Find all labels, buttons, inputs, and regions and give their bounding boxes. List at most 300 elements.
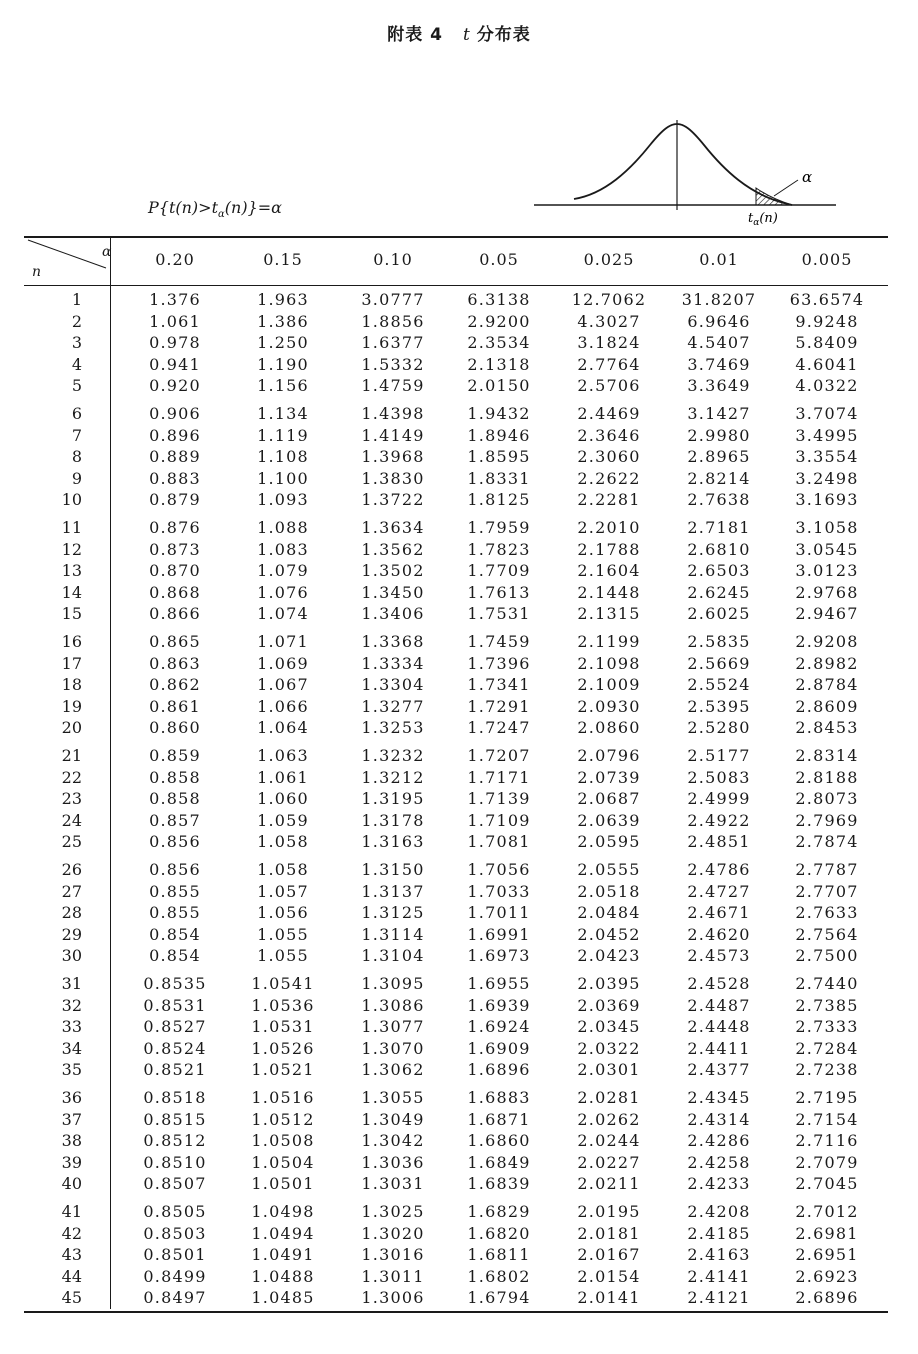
t-alpha-label: $t_\alpha(n)$ — [748, 211, 778, 228]
value-cell: 2.5280 — [687, 718, 751, 738]
value-cell: 2.1788 — [577, 539, 641, 559]
table-bottom-rule — [24, 1311, 888, 1313]
value-cell: 1.3304 — [361, 675, 425, 695]
table-top-rule — [24, 236, 888, 238]
row-n-cell: 24 — [61, 810, 82, 830]
value-cell: 1.7171 — [467, 767, 531, 787]
value-cell: 3.2498 — [795, 468, 859, 488]
value-cell: 2.5083 — [687, 767, 751, 787]
value-cell: 0.8505 — [143, 1202, 207, 1221]
value-cell: 2.0860 — [577, 718, 641, 738]
row-n-cell: 17 — [61, 653, 82, 673]
value-cell: 0.868 — [149, 582, 201, 602]
row-n-cell: 38 — [61, 1131, 82, 1151]
value-cell: 2.5177 — [687, 746, 751, 765]
table-row — [24, 789, 888, 810]
value-cell: 2.4286 — [687, 1131, 751, 1151]
formula-n: (n) — [224, 198, 248, 217]
value-cell: 2.8609 — [795, 696, 859, 716]
formula-alpha-sub: α — [218, 209, 225, 221]
value-cell: 1.7011 — [467, 903, 531, 923]
value-cell: 1.6820 — [467, 1223, 531, 1243]
value-cell: 4.3027 — [577, 311, 641, 331]
value-cell: 0.883 — [149, 468, 201, 488]
value-cell: 2.2622 — [577, 468, 641, 488]
table-row — [24, 768, 888, 789]
table-row — [24, 1131, 888, 1152]
alpha-header-cell: 0.01 — [699, 250, 739, 269]
value-cell: 2.7284 — [795, 1038, 859, 1058]
value-cell: 2.3646 — [577, 425, 641, 445]
value-cell: 3.7469 — [687, 354, 751, 374]
value-cell: 1.3334 — [361, 653, 425, 673]
value-cell: 2.4999 — [687, 789, 751, 809]
value-cell: 2.0423 — [577, 946, 641, 966]
value-cell: 2.0301 — [577, 1060, 641, 1080]
value-cell: 2.0369 — [577, 995, 641, 1015]
value-cell: 3.0545 — [795, 539, 859, 559]
value-cell: 2.0484 — [577, 903, 641, 923]
value-cell: 1.3722 — [361, 490, 425, 510]
value-cell: 0.978 — [149, 333, 201, 353]
t-distribution-curve-figure — [530, 110, 850, 230]
table-row — [24, 946, 888, 967]
table-row — [24, 540, 888, 561]
row-n-cell: 5 — [71, 376, 82, 396]
alpha-header-cell: 0.20 — [155, 250, 195, 269]
row-n-cell: 34 — [61, 1038, 82, 1058]
value-cell: 1.055 — [257, 924, 309, 944]
value-cell: 1.190 — [257, 354, 309, 374]
value-cell: 0.896 — [149, 425, 201, 445]
value-cell: 1.5332 — [361, 354, 425, 374]
table-row — [24, 333, 888, 354]
value-cell: 3.3649 — [687, 376, 751, 396]
value-cell: 1.4149 — [361, 425, 425, 445]
value-cell: 1.061 — [149, 311, 201, 331]
value-cell: 0.858 — [149, 767, 201, 787]
probability-formula — [148, 198, 282, 220]
value-cell: 0.8497 — [143, 1288, 207, 1308]
value-cell: 6.3138 — [467, 290, 531, 309]
value-cell: 1.3634 — [361, 518, 425, 537]
value-cell: 2.6951 — [795, 1245, 859, 1265]
value-cell: 2.4233 — [687, 1174, 751, 1194]
value-cell: 1.058 — [257, 832, 309, 852]
value-cell: 2.4786 — [687, 860, 751, 879]
value-cell: 0.873 — [149, 539, 201, 559]
table-row — [24, 632, 888, 653]
table-row — [24, 882, 888, 903]
table-row — [24, 1174, 888, 1195]
title-prefix: 附表 4 — [387, 25, 443, 45]
value-cell: 1.3095 — [361, 974, 425, 993]
value-cell: 0.856 — [149, 832, 201, 852]
value-cell: 1.3016 — [361, 1245, 425, 1265]
value-cell: 1.063 — [257, 746, 309, 765]
value-cell: 1.3368 — [361, 632, 425, 651]
value-cell: 1.6811 — [467, 1245, 531, 1265]
row-n-cell: 8 — [71, 447, 82, 467]
value-cell: 2.2281 — [577, 490, 641, 510]
row-n-cell: 22 — [61, 767, 82, 787]
row-n-cell: 2 — [71, 311, 82, 331]
value-cell: 2.4573 — [687, 946, 751, 966]
value-cell: 2.7874 — [795, 832, 859, 852]
value-cell: 1.4759 — [361, 376, 425, 396]
value-cell: 0.854 — [149, 946, 201, 966]
value-cell: 1.058 — [257, 860, 309, 879]
value-cell: 2.8188 — [795, 767, 859, 787]
value-cell: 1.3006 — [361, 1288, 425, 1308]
value-cell: 1.0488 — [251, 1266, 315, 1286]
value-cell: 2.0181 — [577, 1223, 641, 1243]
value-cell: 1.8595 — [467, 447, 531, 467]
value-cell: 2.0244 — [577, 1131, 641, 1151]
value-cell: 2.1199 — [577, 632, 641, 651]
value-cell: 1.6860 — [467, 1131, 531, 1151]
row-n-cell: 6 — [71, 404, 82, 423]
table-row — [24, 1060, 888, 1081]
value-cell: 1.6871 — [467, 1109, 531, 1129]
value-cell: 3.0777 — [361, 290, 425, 309]
value-cell: 0.865 — [149, 632, 201, 651]
value-cell: 1.0508 — [251, 1131, 315, 1151]
row-n-cell: 14 — [61, 582, 82, 602]
value-cell: 63.6574 — [789, 290, 865, 309]
value-cell: 2.4345 — [687, 1088, 751, 1107]
row-n-cell: 23 — [61, 789, 82, 809]
row-n-cell: 25 — [61, 832, 82, 852]
alpha-header-cell: 0.15 — [263, 250, 303, 269]
table-row — [24, 604, 888, 625]
value-cell: 2.7764 — [577, 354, 641, 374]
value-cell: 1.3968 — [361, 447, 425, 467]
value-cell: 1.0521 — [251, 1060, 315, 1080]
value-cell: 3.3554 — [795, 447, 859, 467]
value-cell: 3.1058 — [795, 518, 859, 537]
value-cell: 0.8535 — [143, 974, 207, 993]
value-cell: 0.8512 — [143, 1131, 207, 1151]
value-cell: 2.7154 — [795, 1109, 859, 1129]
row-n-cell: 33 — [61, 1017, 82, 1037]
value-cell: 1.3562 — [361, 539, 425, 559]
value-cell: 2.0345 — [577, 1017, 641, 1037]
value-cell: 1.6955 — [467, 974, 531, 993]
value-cell: 1.6829 — [467, 1202, 531, 1221]
value-cell: 0.8521 — [143, 1060, 207, 1080]
value-cell: 1.6849 — [467, 1152, 531, 1172]
value-cell: 1.6802 — [467, 1266, 531, 1286]
value-cell: 3.1824 — [577, 333, 641, 353]
table-row — [24, 1202, 888, 1223]
value-cell: 0.876 — [149, 518, 201, 537]
table-row — [24, 675, 888, 696]
value-cell: 2.6025 — [687, 604, 751, 624]
value-cell: 2.1448 — [577, 582, 641, 602]
value-cell: 0.856 — [149, 860, 201, 879]
value-cell: 1.7959 — [467, 518, 531, 537]
value-cell: 1.3125 — [361, 903, 425, 923]
value-cell: 2.4411 — [687, 1038, 751, 1058]
value-cell: 1.7341 — [467, 675, 531, 695]
row-n-cell: 45 — [61, 1288, 82, 1308]
value-cell: 2.8982 — [795, 653, 859, 673]
row-n-cell: 11 — [61, 518, 82, 537]
table-row — [24, 290, 888, 311]
value-cell: 1.6883 — [467, 1088, 531, 1107]
value-cell: 2.7638 — [687, 490, 751, 510]
value-cell: 0.855 — [149, 903, 201, 923]
value-cell: 2.0639 — [577, 810, 641, 830]
value-cell: 2.4377 — [687, 1060, 751, 1080]
value-cell: 1.076 — [257, 582, 309, 602]
row-n-cell: 27 — [61, 881, 82, 901]
table-row — [24, 925, 888, 946]
value-cell: 1.0504 — [251, 1152, 315, 1172]
value-cell: 1.071 — [257, 632, 309, 651]
value-cell: 2.4528 — [687, 974, 751, 993]
value-cell: 2.2010 — [577, 518, 641, 537]
value-cell: 2.0555 — [577, 860, 641, 879]
row-n-cell: 35 — [61, 1060, 82, 1080]
value-cell: 2.7787 — [795, 860, 859, 879]
value-cell: 2.4185 — [687, 1223, 751, 1243]
value-cell: 1.057 — [257, 881, 309, 901]
value-cell: 0.8515 — [143, 1109, 207, 1129]
table-row — [24, 518, 888, 539]
value-cell: 2.4141 — [687, 1266, 751, 1286]
value-cell: 1.6973 — [467, 946, 531, 966]
value-cell: 2.7045 — [795, 1174, 859, 1194]
value-cell: 2.0227 — [577, 1152, 641, 1172]
value-cell: 1.108 — [257, 447, 309, 467]
value-cell: 2.7500 — [795, 946, 859, 966]
value-cell: 2.6503 — [687, 561, 751, 581]
formula-gt: > — [198, 198, 212, 217]
value-cell: 0.8510 — [143, 1152, 207, 1172]
value-cell: 2.0322 — [577, 1038, 641, 1058]
value-cell: 1.376 — [149, 290, 201, 309]
row-n-cell: 43 — [61, 1245, 82, 1265]
value-cell: 0.8507 — [143, 1174, 207, 1194]
value-cell: 1.3178 — [361, 810, 425, 830]
value-cell: 2.4851 — [687, 832, 751, 852]
value-cell: 2.1098 — [577, 653, 641, 673]
value-cell: 1.3195 — [361, 789, 425, 809]
table-row — [24, 355, 888, 376]
formula-p: P{ — [148, 198, 169, 217]
corner-n-label: n — [32, 264, 42, 280]
row-n-cell: 16 — [61, 632, 82, 651]
row-n-cell: 9 — [71, 468, 82, 488]
formula-tn: t(n) — [168, 198, 199, 217]
value-cell: 1.8331 — [467, 468, 531, 488]
value-cell: 2.8453 — [795, 718, 859, 738]
table-row — [24, 1088, 888, 1109]
row-n-cell: 42 — [61, 1223, 82, 1243]
value-cell: 1.6939 — [467, 995, 531, 1015]
value-cell: 2.7633 — [795, 903, 859, 923]
value-cell: 2.7079 — [795, 1152, 859, 1172]
value-cell: 2.3060 — [577, 447, 641, 467]
value-cell: 2.6810 — [687, 539, 751, 559]
formula-t: t — [211, 198, 219, 217]
value-cell: 1.088 — [257, 518, 309, 537]
table-row — [24, 1288, 888, 1309]
value-cell: 1.056 — [257, 903, 309, 923]
row-n-cell: 32 — [61, 995, 82, 1015]
row-n-cell: 41 — [61, 1202, 82, 1221]
value-cell: 1.6909 — [467, 1038, 531, 1058]
value-cell: 9.9248 — [795, 311, 859, 331]
value-cell: 2.6896 — [795, 1288, 859, 1308]
value-cell: 1.066 — [257, 696, 309, 716]
value-cell: 1.3502 — [361, 561, 425, 581]
value-cell: 0.8524 — [143, 1038, 207, 1058]
value-cell: 1.7247 — [467, 718, 531, 738]
value-cell: 1.0494 — [251, 1223, 315, 1243]
value-cell: 1.0541 — [251, 974, 315, 993]
value-cell: 1.3163 — [361, 832, 425, 852]
value-cell: 3.4995 — [795, 425, 859, 445]
value-cell: 2.3534 — [467, 333, 531, 353]
value-cell: 0.861 — [149, 696, 201, 716]
value-cell: 2.7195 — [795, 1088, 859, 1107]
table-row — [24, 376, 888, 397]
value-cell: 1.3232 — [361, 746, 425, 765]
value-cell: 2.4487 — [687, 995, 751, 1015]
value-cell: 2.0796 — [577, 746, 641, 765]
value-cell: 1.3137 — [361, 881, 425, 901]
value-cell: 2.4727 — [687, 881, 751, 901]
value-cell: 2.8965 — [687, 447, 751, 467]
page-title — [0, 20, 918, 45]
row-n-cell: 3 — [71, 333, 82, 353]
table-row — [24, 1039, 888, 1060]
value-cell: 12.7062 — [571, 290, 647, 309]
row-n-cell: 26 — [61, 860, 82, 879]
value-cell: 0.8499 — [143, 1266, 207, 1286]
value-cell: 1.3062 — [361, 1060, 425, 1080]
value-cell: 2.4314 — [687, 1109, 751, 1129]
value-cell: 0.866 — [149, 604, 201, 624]
value-cell: 2.6923 — [795, 1266, 859, 1286]
table-row — [24, 490, 888, 511]
row-n-cell: 19 — [61, 696, 82, 716]
value-cell: 2.4163 — [687, 1245, 751, 1265]
value-cell: 2.0262 — [577, 1109, 641, 1129]
value-cell: 1.7139 — [467, 789, 531, 809]
value-cell: 1.963 — [257, 290, 309, 309]
value-cell: 0.8527 — [143, 1017, 207, 1037]
value-cell: 0.920 — [149, 376, 201, 396]
value-cell: 1.0536 — [251, 995, 315, 1015]
value-cell: 0.862 — [149, 675, 201, 695]
value-cell: 2.0150 — [467, 376, 531, 396]
alpha-header-cell: 0.05 — [479, 250, 519, 269]
value-cell: 0.858 — [149, 789, 201, 809]
value-cell: 1.9432 — [467, 404, 531, 423]
value-cell: 0.8518 — [143, 1088, 207, 1107]
value-cell: 0.855 — [149, 881, 201, 901]
value-cell: 2.0687 — [577, 789, 641, 809]
value-cell: 2.0281 — [577, 1088, 641, 1107]
value-cell: 1.7109 — [467, 810, 531, 830]
value-cell: 1.3253 — [361, 718, 425, 738]
value-cell: 2.0395 — [577, 974, 641, 993]
value-cell: 1.7291 — [467, 696, 531, 716]
formula-close: }=α — [247, 198, 282, 217]
table-row — [24, 1153, 888, 1174]
row-n-cell: 30 — [61, 946, 82, 966]
table-row — [24, 860, 888, 881]
value-cell: 2.0930 — [577, 696, 641, 716]
value-cell: 2.4121 — [687, 1288, 751, 1308]
row-n-cell: 20 — [61, 718, 82, 738]
table-row — [24, 1245, 888, 1266]
alpha-header-cell: 0.025 — [583, 250, 635, 269]
value-cell: 1.3049 — [361, 1109, 425, 1129]
value-cell: 1.3036 — [361, 1152, 425, 1172]
table-row — [24, 561, 888, 582]
value-cell: 2.4620 — [687, 924, 751, 944]
value-cell: 2.4922 — [687, 810, 751, 830]
value-cell: 1.3406 — [361, 604, 425, 624]
table-row — [24, 469, 888, 490]
value-cell: 2.9200 — [467, 311, 531, 331]
value-cell: 1.3031 — [361, 1174, 425, 1194]
value-cell: 1.3011 — [361, 1266, 425, 1286]
value-cell: 1.119 — [257, 425, 309, 445]
row-n-cell: 29 — [61, 924, 82, 944]
value-cell: 0.870 — [149, 561, 201, 581]
value-cell: 0.889 — [149, 447, 201, 467]
table-row — [24, 996, 888, 1017]
value-cell: 2.0452 — [577, 924, 641, 944]
value-cell: 2.0154 — [577, 1266, 641, 1286]
value-cell: 1.6794 — [467, 1288, 531, 1308]
table-row — [24, 426, 888, 447]
value-cell: 2.5669 — [687, 653, 751, 673]
value-cell: 1.8125 — [467, 490, 531, 510]
tail-area — [756, 188, 792, 205]
value-cell: 4.6041 — [795, 354, 859, 374]
value-cell: 1.7081 — [467, 832, 531, 852]
value-cell: 1.7531 — [467, 604, 531, 624]
value-cell: 2.8314 — [795, 746, 859, 765]
value-cell: 1.064 — [257, 718, 309, 738]
value-cell: 1.3830 — [361, 468, 425, 488]
value-cell: 1.7056 — [467, 860, 531, 879]
row-n-cell: 21 — [61, 746, 82, 765]
value-cell: 0.860 — [149, 718, 201, 738]
value-cell: 2.7181 — [687, 518, 751, 537]
table-row — [24, 583, 888, 604]
value-cell: 1.3104 — [361, 946, 425, 966]
value-cell: 0.863 — [149, 653, 201, 673]
corner-alpha-label: α — [102, 244, 112, 260]
value-cell: 2.0518 — [577, 881, 641, 901]
table-row — [24, 974, 888, 995]
value-cell: 2.8784 — [795, 675, 859, 695]
value-cell: 2.5524 — [687, 675, 751, 695]
value-cell: 2.7012 — [795, 1202, 859, 1221]
value-cell: 1.3020 — [361, 1223, 425, 1243]
value-cell: 6.9646 — [687, 311, 751, 331]
value-cell: 3.7074 — [795, 404, 859, 423]
value-cell: 1.386 — [257, 311, 309, 331]
